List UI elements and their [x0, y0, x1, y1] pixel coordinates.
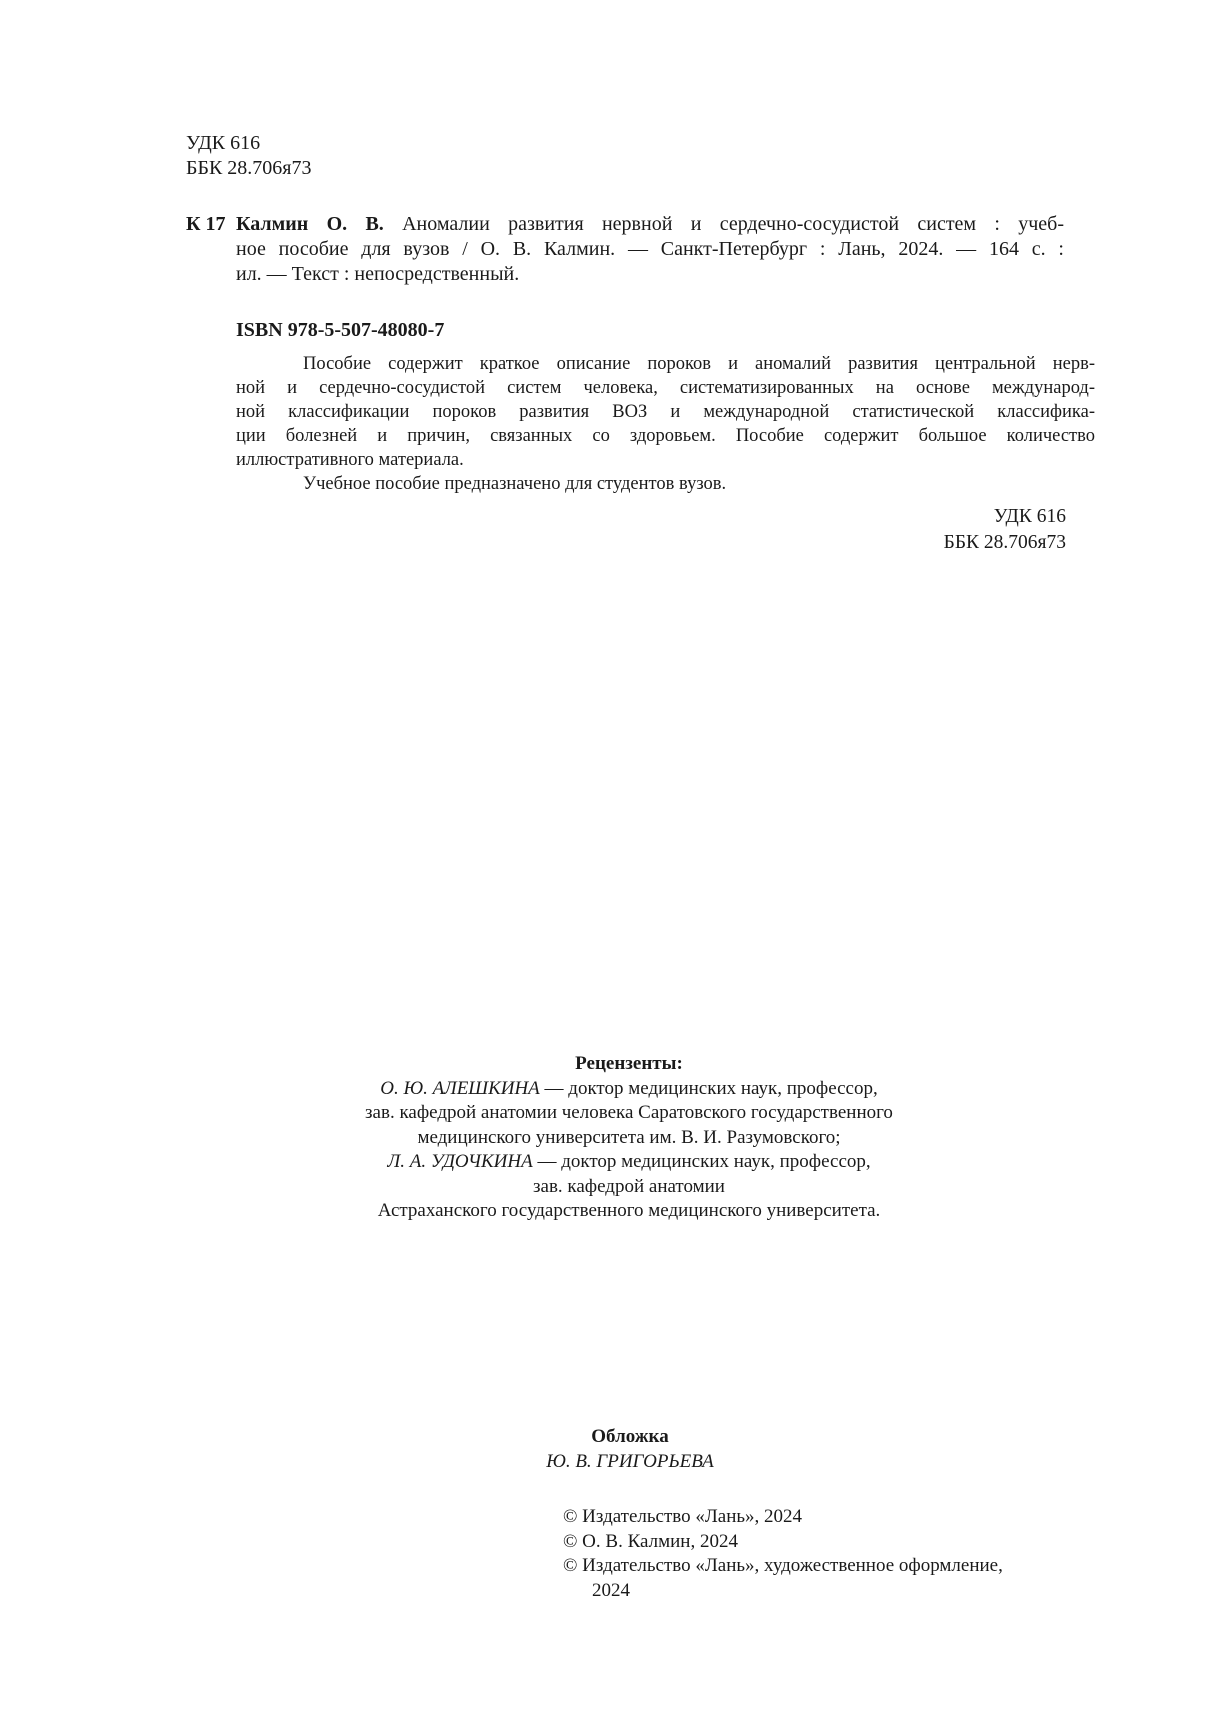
annotation-line-2: ной и сердечно-сосудистой систем человека, систематизированных на основе международ- — [236, 378, 1095, 398]
copyright — [563, 1505, 1003, 1603]
reviewers-heading: Рецензенты: — [575, 1053, 683, 1074]
bibliographic-description — [236, 212, 1064, 287]
annotation-line-1: Пособие содержит краткое описание пороков и аномалий развития центральной нерв- — [303, 354, 1095, 374]
reviewer-1-line-3: медицинского университета им. В. И. Разумовского; — [417, 1126, 841, 1148]
annotation-line-4: ции болезней и причин, связанных со здоровьем. Пособие содержит большое количество — [236, 426, 1095, 446]
cover-credit — [465, 1425, 795, 1474]
cover-heading: Обложка — [591, 1426, 669, 1447]
reviewer-2 — [200, 1150, 1058, 1175]
reviewer-2-line-2: зав. кафедрой анатомии — [533, 1175, 725, 1197]
annotation-purpose: Учебное пособие предназначено для студентов вузов. — [303, 474, 727, 494]
reviewer-2-line-3: Астраханского государственного медицинского университета. — [377, 1200, 881, 1221]
udk-code-right: УДК 616 — [993, 506, 1066, 527]
copyright-line-3: © Издательство «Лань», художественное оформление, — [563, 1555, 1003, 1576]
bib-line-1 — [236, 212, 1064, 237]
author-sign: К 17 — [186, 213, 226, 235]
reviewer-2-title: — доктор медицинских наук, профессор, — [532, 1151, 871, 1172]
header-codes — [186, 131, 312, 181]
cover-designer: Ю. В. ГРИГОРЬЕВА — [546, 1450, 714, 1472]
bbk-code: ББК 28.706я73 — [186, 157, 312, 179]
copyright-line-4: 2024 — [592, 1579, 630, 1601]
copyright-line-2: © О. В. Калмин, 2024 — [563, 1530, 738, 1552]
reviewer-2-name: Л. А. УДОЧКИНА — [387, 1151, 533, 1172]
reviewers — [200, 1052, 1058, 1224]
author-name: Калмин О. В. — [236, 213, 384, 235]
isbn: ISBN 978-5-507-48080-7 — [236, 319, 445, 341]
annotation-line-5: иллюстративного материала. — [236, 450, 464, 470]
copyright-line-1: © Издательство «Лань», 2024 — [563, 1506, 803, 1527]
footer-codes — [944, 504, 1066, 556]
reviewer-1-line-2: зав. кафедрой анатомии человека Саратовского государственного — [365, 1102, 893, 1123]
udk-code: УДК 616 — [186, 132, 261, 154]
annotation-line-3: ной классификации пороков развития ВОЗ и международной статистической классифика- — [236, 402, 1095, 422]
annotation — [236, 352, 1095, 496]
reviewer-1 — [200, 1077, 1058, 1102]
bib-line-3: ил. — Текст : непосредственный. — [236, 263, 520, 285]
bib-line-2: ное пособие для вузов / О. В. Калмин. — Санкт-Петербург : Лань, 2024. — 164 с. : — [236, 238, 1064, 260]
book-title: Аномалии развития нервной и сердечно-сосудистой систем : учеб- — [402, 213, 1065, 235]
reviewer-1-title: — доктор медицинских наук, профессор, — [539, 1077, 878, 1099]
reviewer-1-name: О. Ю. АЛЕШКИНА — [380, 1077, 540, 1099]
bbk-code-right: ББК 28.706я73 — [943, 532, 1066, 553]
